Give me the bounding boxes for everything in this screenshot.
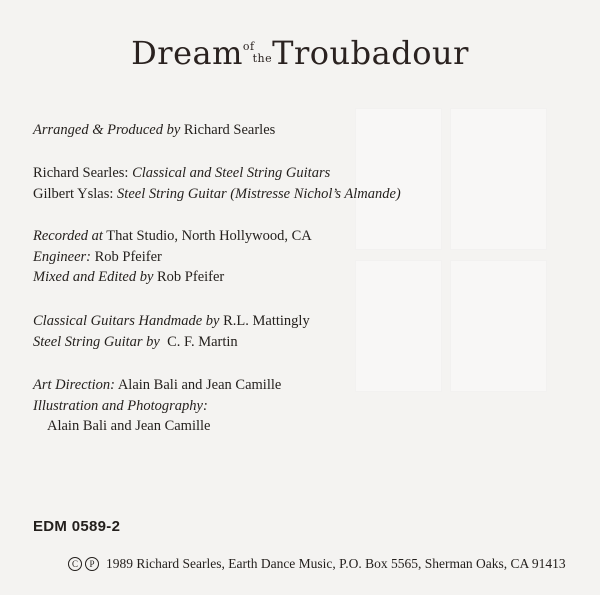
title-of: of [242,40,255,53]
illustration-label: Illustration and Photography: [33,397,208,414]
performer-role: Classical and Steel String Guitars [132,165,331,181]
performer-name: Richard Searles: [33,165,133,181]
art-credits [33,375,281,437]
title-dream: Dream [131,34,243,72]
art-value: Alain Bali and Jean Camille [115,377,282,393]
performer-role: Steel String Guitar (Mistresse Nichol’s Almande) [117,185,401,202]
recording-credits [33,226,312,288]
mixed-value: Rob Pfeifer [153,269,225,285]
illustration-value: Alain Bali and Jean Camille [47,418,211,434]
background-panel [355,260,442,392]
performer-line [33,163,401,184]
mixed-label: Mixed and Edited by [33,269,154,285]
classical-label: Classical Guitars Handmade by [33,313,220,329]
copyright-footer [68,556,566,572]
catalog-number: EDM 0589-2 [33,518,121,535]
art-label: Art Direction: [33,377,116,393]
album-title [0,34,600,72]
classical-value: R.L. Mattingly [219,313,310,329]
copyright-icon: C [68,557,82,571]
performer-name: Gilbert Yslas: [33,185,118,202]
title-troubadour: Troubadour [272,34,469,72]
recorded-label: Recorded at [33,228,103,244]
copyright-text: 1989 Richard Searles, Earth Dance Music, P.O. Box 5565, Sherman Oaks, CA 91413 [106,556,566,571]
phonogram-icon: P [85,557,99,571]
performer-credits [33,163,401,204]
steel-value: C. F. Martin [159,333,238,350]
background-panel [450,260,547,392]
arranged-name: Richard Searles [180,122,276,138]
production-credit [33,120,275,141]
steel-label: Steel String Guitar by [33,333,160,350]
arranged-label: Arranged & Produced by [33,122,181,138]
background-panel [450,108,547,250]
performer-line [33,184,401,205]
instrument-credits [33,311,310,352]
engineer-value: Rob Pfeifer [90,248,162,265]
engineer-label: Engineer: [33,248,91,265]
recorded-value: That Studio, North Hollywood, CA [102,228,312,244]
title-the: the [252,52,273,65]
